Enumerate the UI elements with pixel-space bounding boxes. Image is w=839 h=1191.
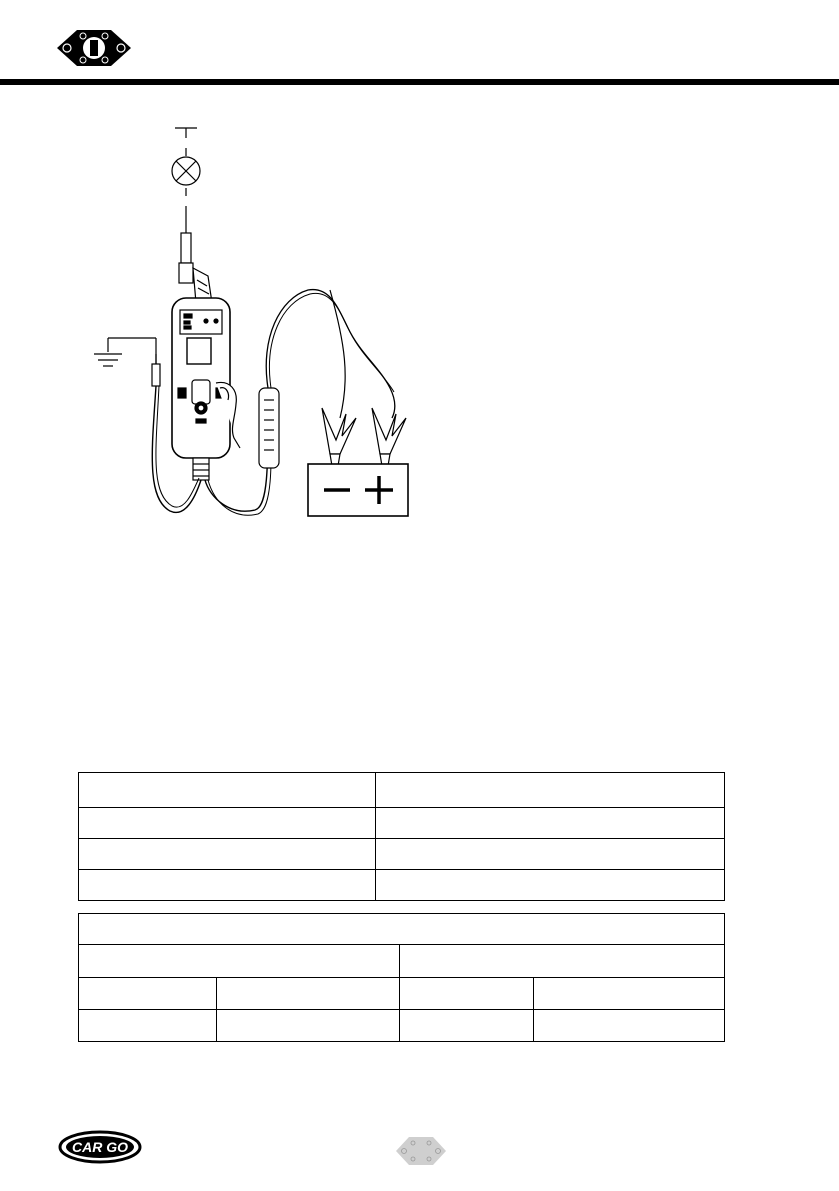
cargo-logo-icon [58, 1130, 142, 1164]
table-row [79, 914, 725, 945]
table-cell [79, 978, 217, 1010]
spec-table-2 [78, 913, 725, 1042]
table-cell [376, 773, 725, 808]
table-subheader-cell [400, 945, 725, 978]
table-cell [400, 978, 534, 1010]
wiring-diagram [60, 118, 430, 523]
spec-table-1 [78, 772, 725, 901]
table-cell [217, 978, 400, 1010]
table-subheader-cell [79, 945, 400, 978]
table-cell [79, 870, 376, 901]
table-cell [376, 808, 725, 839]
table-row [79, 870, 725, 901]
table-cell [400, 1010, 534, 1042]
battery-clamp-icon [322, 408, 406, 466]
grey-diamond-page-mark-icon [395, 1136, 447, 1166]
table-title-cell [79, 914, 725, 945]
table-cell [79, 839, 376, 870]
hella-diamond-logo-icon [55, 28, 133, 68]
table-row [79, 839, 725, 870]
table-row [79, 1010, 725, 1042]
table-row [79, 945, 725, 978]
probe-icon [179, 214, 212, 303]
table-cell [376, 839, 725, 870]
table-cell [79, 1010, 217, 1042]
table-cell [79, 773, 376, 808]
table-row [79, 808, 725, 839]
brand-text: CAR GO [72, 1139, 128, 1155]
header-rule [0, 79, 839, 85]
table-row [79, 773, 725, 808]
lamp-icon [172, 128, 200, 214]
table-cell [376, 870, 725, 901]
table-row [79, 978, 725, 1010]
table-cell [79, 808, 376, 839]
table-cell [217, 1010, 400, 1042]
table-cell [534, 978, 725, 1010]
ground-symbol-icon [94, 338, 156, 366]
table-cell [534, 1010, 725, 1042]
